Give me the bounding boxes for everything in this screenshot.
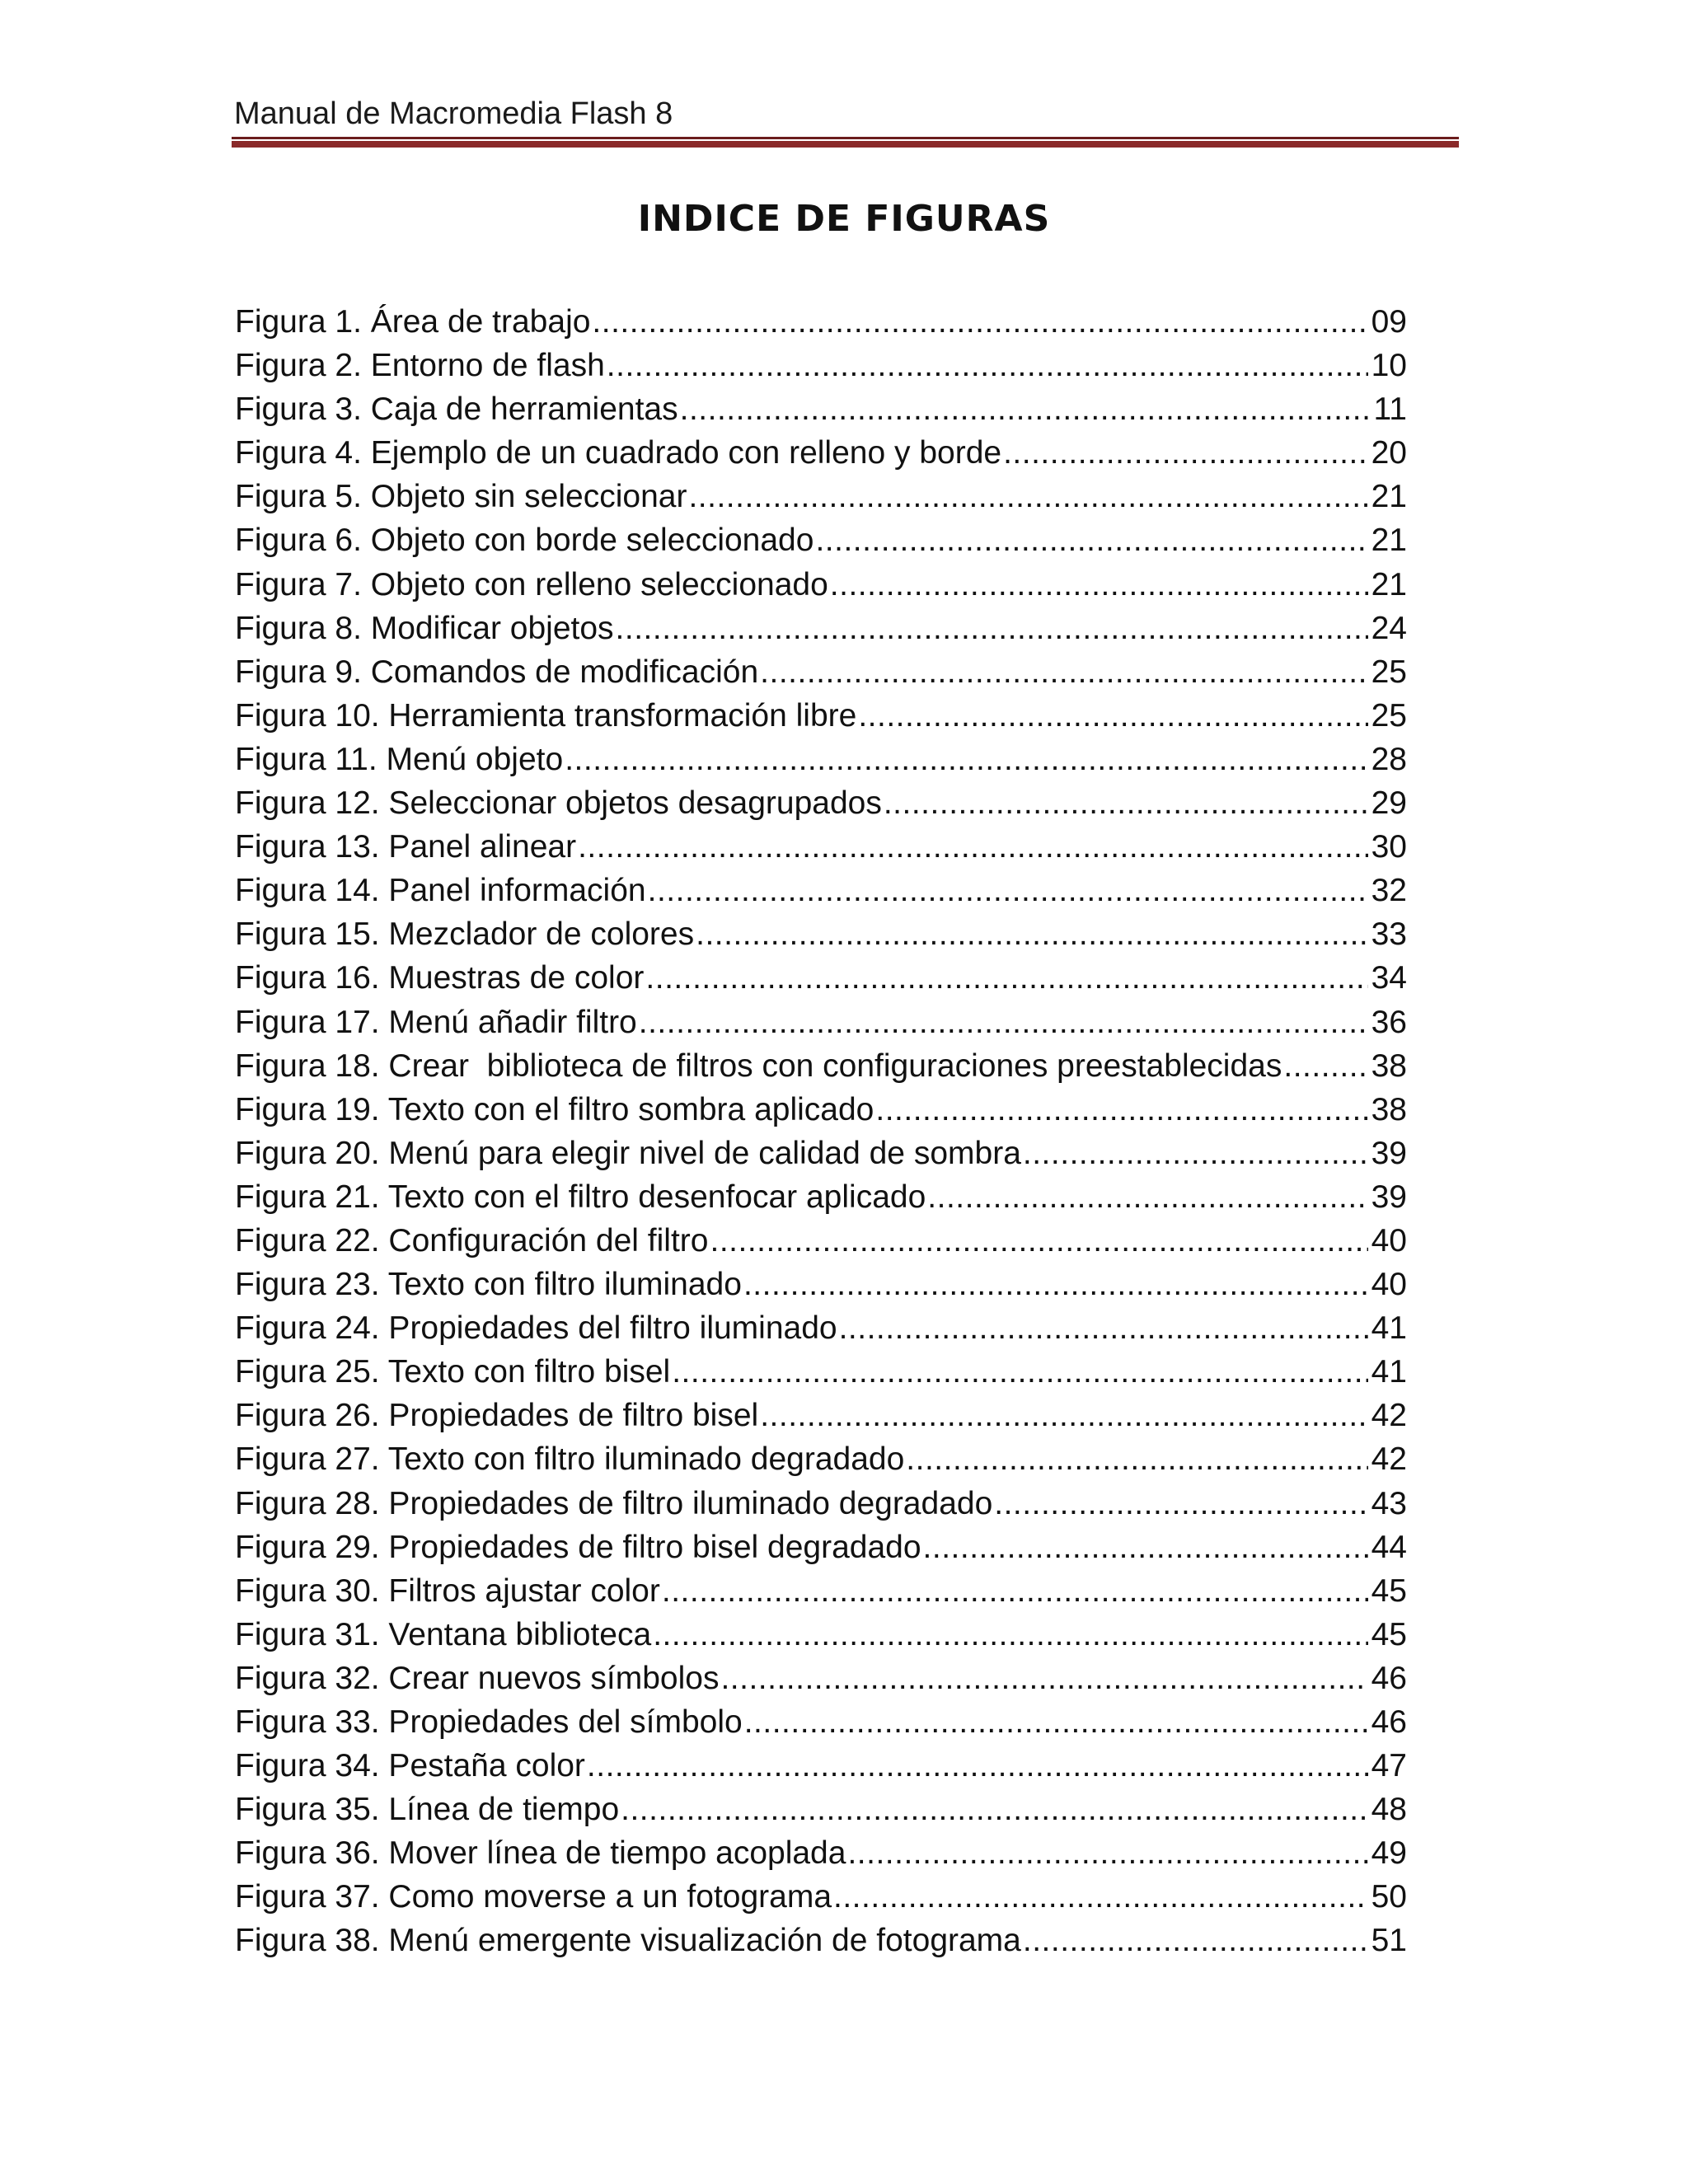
figure-entry-label: Figura 33. Propiedades del símbolo: [235, 1704, 743, 1740]
figure-entry-label: Figura 2. Entorno de flash: [235, 348, 605, 384]
dot-leader: [744, 1700, 1368, 1744]
figure-entry: [235, 1613, 1407, 1657]
figure-entry-page-number: 51: [1371, 1923, 1407, 1959]
figure-entry: [235, 956, 1407, 1000]
figure-entry-label: Figura 24. Propiedades del filtro iluminado: [235, 1310, 837, 1347]
figure-entry-label: Figura 30. Filtros ajustar color: [235, 1572, 660, 1609]
dot-leader: [1283, 1044, 1367, 1088]
figure-entry-page-number: 42: [1371, 1398, 1407, 1434]
dot-leader: [587, 1744, 1368, 1788]
figure-entry-label: Figura 17. Menú añadir filtro: [235, 1004, 637, 1040]
figure-entry-page-number: 42: [1371, 1441, 1407, 1478]
figure-entry-label: Figura 11. Menú objeto: [235, 741, 564, 777]
figure-entry-page-number: 39: [1371, 1135, 1407, 1171]
dot-leader: [710, 1219, 1367, 1263]
figure-entry-page-number: 41: [1371, 1354, 1407, 1390]
dot-leader: [906, 1437, 1367, 1481]
dot-leader: [927, 1175, 1367, 1219]
figure-entry-label: Figura 7. Objeto con relleno seleccionado: [235, 566, 828, 602]
figure-entry-page-number: 45: [1371, 1572, 1407, 1609]
figure-entry-label: Figura 8. Modificar objetos: [235, 610, 614, 646]
dot-leader: [621, 1788, 1367, 1831]
dot-leader: [875, 1088, 1367, 1132]
figure-entry: [235, 1394, 1407, 1437]
figure-entry-label: Figura 27. Texto con filtro iluminado degradado: [235, 1441, 905, 1478]
figure-entry-page-number: 44: [1371, 1529, 1407, 1565]
figure-entry-label: Figura 5. Objeto sin seleccionar: [235, 479, 687, 515]
figure-entry: [235, 387, 1407, 431]
figure-entry-page-number: 39: [1371, 1179, 1407, 1215]
figure-entry-page-number: 40: [1371, 1267, 1407, 1303]
dot-leader: [648, 869, 1368, 912]
figure-entry: [235, 563, 1407, 607]
figure-entry: [235, 912, 1407, 956]
figure-entry-label: Figura 19. Texto con el filtro sombra aplicado: [235, 1091, 874, 1127]
figure-entry-page-number: 28: [1371, 741, 1407, 777]
figure-entry-label: Figura 38. Menú emergente visualización de fotograma: [235, 1923, 1021, 1959]
figure-entry-page-number: 25: [1371, 654, 1407, 690]
figure-entry-label: Figura 34. Pestaña color: [235, 1748, 585, 1784]
dot-leader: [760, 1394, 1367, 1437]
figure-entry-label: Figura 13. Panel alinear: [235, 829, 577, 865]
figure-entry-page-number: 30: [1371, 829, 1407, 865]
figure-entry: [235, 1437, 1407, 1481]
figure-entry-label: Figura 36. Mover línea de tiempo acoplada: [235, 1835, 846, 1872]
figure-entry: [235, 1700, 1407, 1744]
dot-leader: [743, 1263, 1368, 1306]
figure-entry-page-number: 46: [1371, 1660, 1407, 1696]
figure-entry: [235, 781, 1407, 825]
figure-entry-label: Figura 28. Propiedades de filtro iluminado degradado: [235, 1485, 993, 1521]
figure-entry-page-number: 41: [1371, 1310, 1407, 1347]
figure-entry: [235, 475, 1407, 518]
figure-entry-page-number: 45: [1371, 1616, 1407, 1652]
figure-entry: [235, 1875, 1407, 1919]
figure-entry: [235, 1088, 1407, 1132]
figure-entry-label: Figura 15. Mezclador de colores: [235, 916, 695, 953]
figure-entry: [235, 1175, 1407, 1219]
header-rule-thick: [232, 141, 1459, 148]
figure-entry-label: Figura 21. Texto con el filtro desenfocar aplicado: [235, 1179, 926, 1215]
dot-leader: [688, 475, 1367, 518]
dot-leader: [760, 650, 1367, 694]
dot-leader: [1023, 1919, 1368, 1962]
figure-entry: [235, 300, 1407, 344]
figure-entry-page-number: 49: [1371, 1835, 1407, 1872]
figure-entry-page-number: 47: [1371, 1748, 1407, 1784]
figure-entry-page-number: 38: [1371, 1091, 1407, 1127]
figure-entry-label: Figura 9. Comandos de modificación: [235, 654, 759, 690]
figure-entry-page-number: 38: [1371, 1047, 1407, 1084]
figure-entry-page-number: 48: [1371, 1792, 1407, 1828]
figure-entry-label: Figura 4. Ejemplo de un cuadrado con relleno y borde: [235, 435, 1002, 471]
figure-entry-page-number: 32: [1371, 873, 1407, 909]
figure-entry-page-number: 25: [1371, 697, 1407, 733]
dot-leader: [1003, 431, 1368, 475]
figure-entry-page-number: 20: [1371, 435, 1407, 471]
figure-entry-page-number: 36: [1371, 1004, 1407, 1040]
dot-leader: [696, 912, 1368, 956]
dot-leader: [653, 1613, 1367, 1657]
header-rule-thin: [232, 137, 1459, 139]
dot-leader: [680, 387, 1371, 431]
dot-leader: [839, 1306, 1368, 1350]
figure-entry-label: Figura 12. Seleccionar objetos desagrupados: [235, 785, 882, 822]
figure-entry-label: Figura 29. Propiedades de filtro bisel degradado: [235, 1529, 921, 1565]
dot-leader: [847, 1831, 1367, 1875]
dot-leader: [565, 738, 1367, 781]
figure-entry: [235, 1744, 1407, 1788]
figure-entry-page-number: 09: [1371, 304, 1407, 340]
dot-leader: [815, 518, 1367, 562]
figure-entry-page-number: 21: [1371, 523, 1407, 559]
figure-entry-label: Figura 1. Área de trabajo: [235, 304, 591, 340]
figure-entry-label: Figura 32. Crear nuevos símbolos: [235, 1660, 720, 1696]
figure-entry-label: Figura 18. Crear biblioteca de filtros con configuraciones preestablecidas: [235, 1047, 1282, 1084]
figure-entry: [235, 1482, 1407, 1526]
dot-leader: [833, 1875, 1368, 1919]
figure-entry-label: Figura 26. Propiedades de filtro bisel: [235, 1398, 759, 1434]
figure-entry-label: Figura 23. Texto con filtro iluminado: [235, 1267, 742, 1303]
figure-entry: [235, 1526, 1407, 1569]
figure-entry: [235, 1350, 1407, 1394]
figure-entry-page-number: 33: [1371, 916, 1407, 953]
dot-leader: [662, 1569, 1368, 1613]
figure-entry-page-number: 24: [1371, 610, 1407, 646]
dot-leader: [858, 694, 1367, 738]
figure-entry: [235, 1788, 1407, 1831]
figure-entry: [235, 1219, 1407, 1263]
figure-entry: [235, 1001, 1407, 1044]
figure-entry-label: Figura 31. Ventana biblioteca: [235, 1616, 652, 1652]
figure-entry-page-number: 11: [1373, 391, 1407, 428]
figure-entry-label: Figura 25. Texto con filtro bisel: [235, 1354, 671, 1390]
figure-entry-page-number: 46: [1371, 1704, 1407, 1740]
figure-entry-label: Figura 3. Caja de herramientas: [235, 391, 678, 428]
figure-entry: [235, 431, 1407, 475]
figure-entry: [235, 1919, 1407, 1962]
figure-entry: [235, 650, 1407, 694]
dot-leader: [923, 1526, 1368, 1569]
figure-entry: [235, 869, 1407, 912]
dot-leader: [592, 300, 1367, 344]
dot-leader: [616, 607, 1368, 650]
figure-entry: [235, 1831, 1407, 1875]
figure-entry-label: Figura 16. Muestras de color: [235, 960, 645, 996]
dot-leader: [639, 1001, 1368, 1044]
figure-entry: [235, 694, 1407, 738]
figure-entry: [235, 1569, 1407, 1613]
dot-leader: [830, 563, 1368, 607]
figure-entry: [235, 1044, 1407, 1088]
running-header: Manual de Macromedia Flash 8: [234, 96, 673, 131]
figure-entry-page-number: 10: [1371, 348, 1407, 384]
figure-entry-label: Figura 22. Configuración del filtro: [235, 1222, 709, 1258]
dot-leader: [578, 825, 1368, 869]
figure-entry-page-number: 40: [1371, 1222, 1407, 1258]
dot-leader: [720, 1657, 1367, 1700]
figure-entry: [235, 1306, 1407, 1350]
figure-entry-label: Figura 35. Línea de tiempo: [235, 1792, 620, 1828]
figure-entry: [235, 825, 1407, 869]
dot-leader: [607, 344, 1368, 387]
figure-entry: [235, 607, 1407, 650]
figure-entry: [235, 738, 1407, 781]
figure-entry: [235, 1132, 1407, 1175]
figure-entry-label: Figura 14. Panel información: [235, 873, 646, 909]
dot-leader: [884, 781, 1368, 825]
figure-entry: [235, 1657, 1407, 1700]
page-title: INDICE DE FIGURAS: [637, 198, 1051, 240]
figure-entry-label: Figura 6. Objeto con borde seleccionado: [235, 523, 814, 559]
dot-leader: [1023, 1132, 1368, 1175]
figure-entry-label: Figura 20. Menú para elegir nivel de calidad de sombra: [235, 1135, 1021, 1171]
figure-index-list: [235, 300, 1407, 1963]
figure-entry-page-number: 21: [1371, 479, 1407, 515]
figure-entry-page-number: 34: [1371, 960, 1407, 996]
figure-entry-page-number: 50: [1371, 1879, 1407, 1915]
figure-entry: [235, 1263, 1407, 1306]
dot-leader: [645, 956, 1367, 1000]
figure-entry-page-number: 29: [1371, 785, 1407, 822]
dot-leader: [994, 1482, 1367, 1526]
figure-entry: [235, 518, 1407, 562]
figure-entry-label: Figura 37. Como moverse a un fotograma: [235, 1879, 832, 1915]
figure-entry: [235, 344, 1407, 387]
figure-entry-page-number: 43: [1371, 1485, 1407, 1521]
figure-entry-page-number: 21: [1371, 566, 1407, 602]
dot-leader: [672, 1350, 1367, 1394]
figure-entry-label: Figura 10. Herramienta transformación libre: [235, 697, 857, 733]
